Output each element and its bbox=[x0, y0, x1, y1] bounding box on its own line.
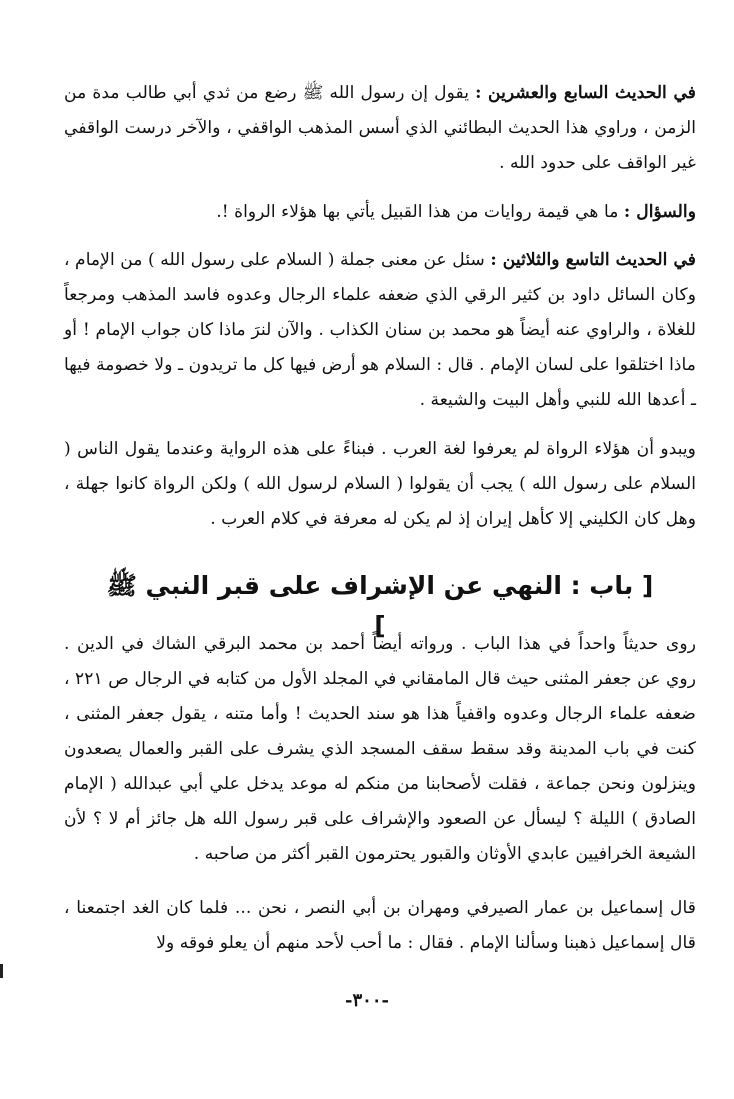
paragraph-body: ما هي قيمة روايات من هذا القبيل يأتي بها هؤلاء الرواة !. bbox=[216, 202, 624, 222]
section-heading: [ باب : النهي عن الإشراف على قبر النبي ﷺ ] bbox=[106, 571, 654, 640]
paragraph-lead: والسؤال : bbox=[623, 202, 696, 222]
paragraph-section-continuation: قال إسماعيل بن عمار الصيرفي ومهران بن أبي النصر ، نحن ... فلما كان الغد اجتمعنا ، قال إسماعيل ذهبنا وسألنا الإمام . فقال : ما أحب لأحد منهم أن يعلو فوقه ولا bbox=[64, 898, 696, 953]
scan-edge-mark bbox=[0, 964, 3, 978]
paragraph-lead: في الحديث التاسع والثلاثين : bbox=[490, 250, 696, 270]
paragraph-hadith-27 bbox=[64, 76, 696, 181]
paragraph-body: يقول إن رسول الله ﷺ رضع من ثدي أبي طالب مدة من الزمن ، وراوي هذا الحديث البطائني الذي أسس المذهب الواقفي ، والآخر درست الواقفي غير الواقف على حدود الله . bbox=[64, 83, 696, 173]
paragraph-body: سئل عن معنى جملة ( السلام على رسول الله ) من الإمام ، وكان السائل داود بن كثير الرقي الذي ضعفه علماء الرجال وعدوه فاسد المذهب ومرجعاً للغلاة ، والراوي عنه أيضاً هو محمد بن سنان الكذاب . والآن لنرَ ماذا كان جواب الإمام ! أو ماذا اختلقوا على لسان الإمام . قال : السلام هو أرض فيها كل ما تريدون ـ ولا خصومة فيها ـ أعدها الله للنبي وأهل البيت والشيعة . bbox=[64, 250, 696, 410]
paragraph-lead: في الحديث السابع والعشرين : bbox=[475, 83, 696, 103]
paragraph-body: ويبدو أن هؤلاء الرواة لم يعرفوا لغة العرب . فبناءً على هذه الرواية وعندما يقول الناس ( السلام على رسول الله ) يجب أن يقولوا ( السلام لرسول الله ) ولكن الرواة كانوا جهلة ، وهل كان الكليني إلا كأهل إيران إذ لم يكن له معرفة في كلام العرب . bbox=[64, 439, 696, 529]
page-number: -٣٠٠- bbox=[345, 990, 389, 1011]
paragraph-section-body: روى حديثاً واحداً في هذا الباب . ورواته أيضاً أحمد بن محمد البرقي الشاك في الدين . روي عن جعفر المثنى حيث قال المامقاني في المجلد الأول من كتابه في الرجال ص ٢٢١ ، ضعفه علماء الرجال وعدوه واقفياً هذا هو سند الحديث ! وأما متنه ، يقول جعفر المثنى ، كنت في باب المدينة وقد سقط سقف المسجد الذي يشرف على القبر والعمال يصعدون وينزلون ونحن جماعة ، فقلت لأصحابنا من منكم له موعد يدخل علي أبي عبدالله ( الإمام الصادق ) الليلة ؟ ليسأل عن الصعود والإشراف على قبر رسول الله هل جائز أم لا ؟ لأن الشيعة الخرافيين عابدي الأوثان والقبور يحترمون القبر أكثر من صاحبه . bbox=[64, 634, 696, 864]
paragraph-narrators-language bbox=[64, 432, 696, 537]
paragraph-question bbox=[64, 195, 696, 230]
paragraph-hadith-39 bbox=[64, 243, 696, 418]
